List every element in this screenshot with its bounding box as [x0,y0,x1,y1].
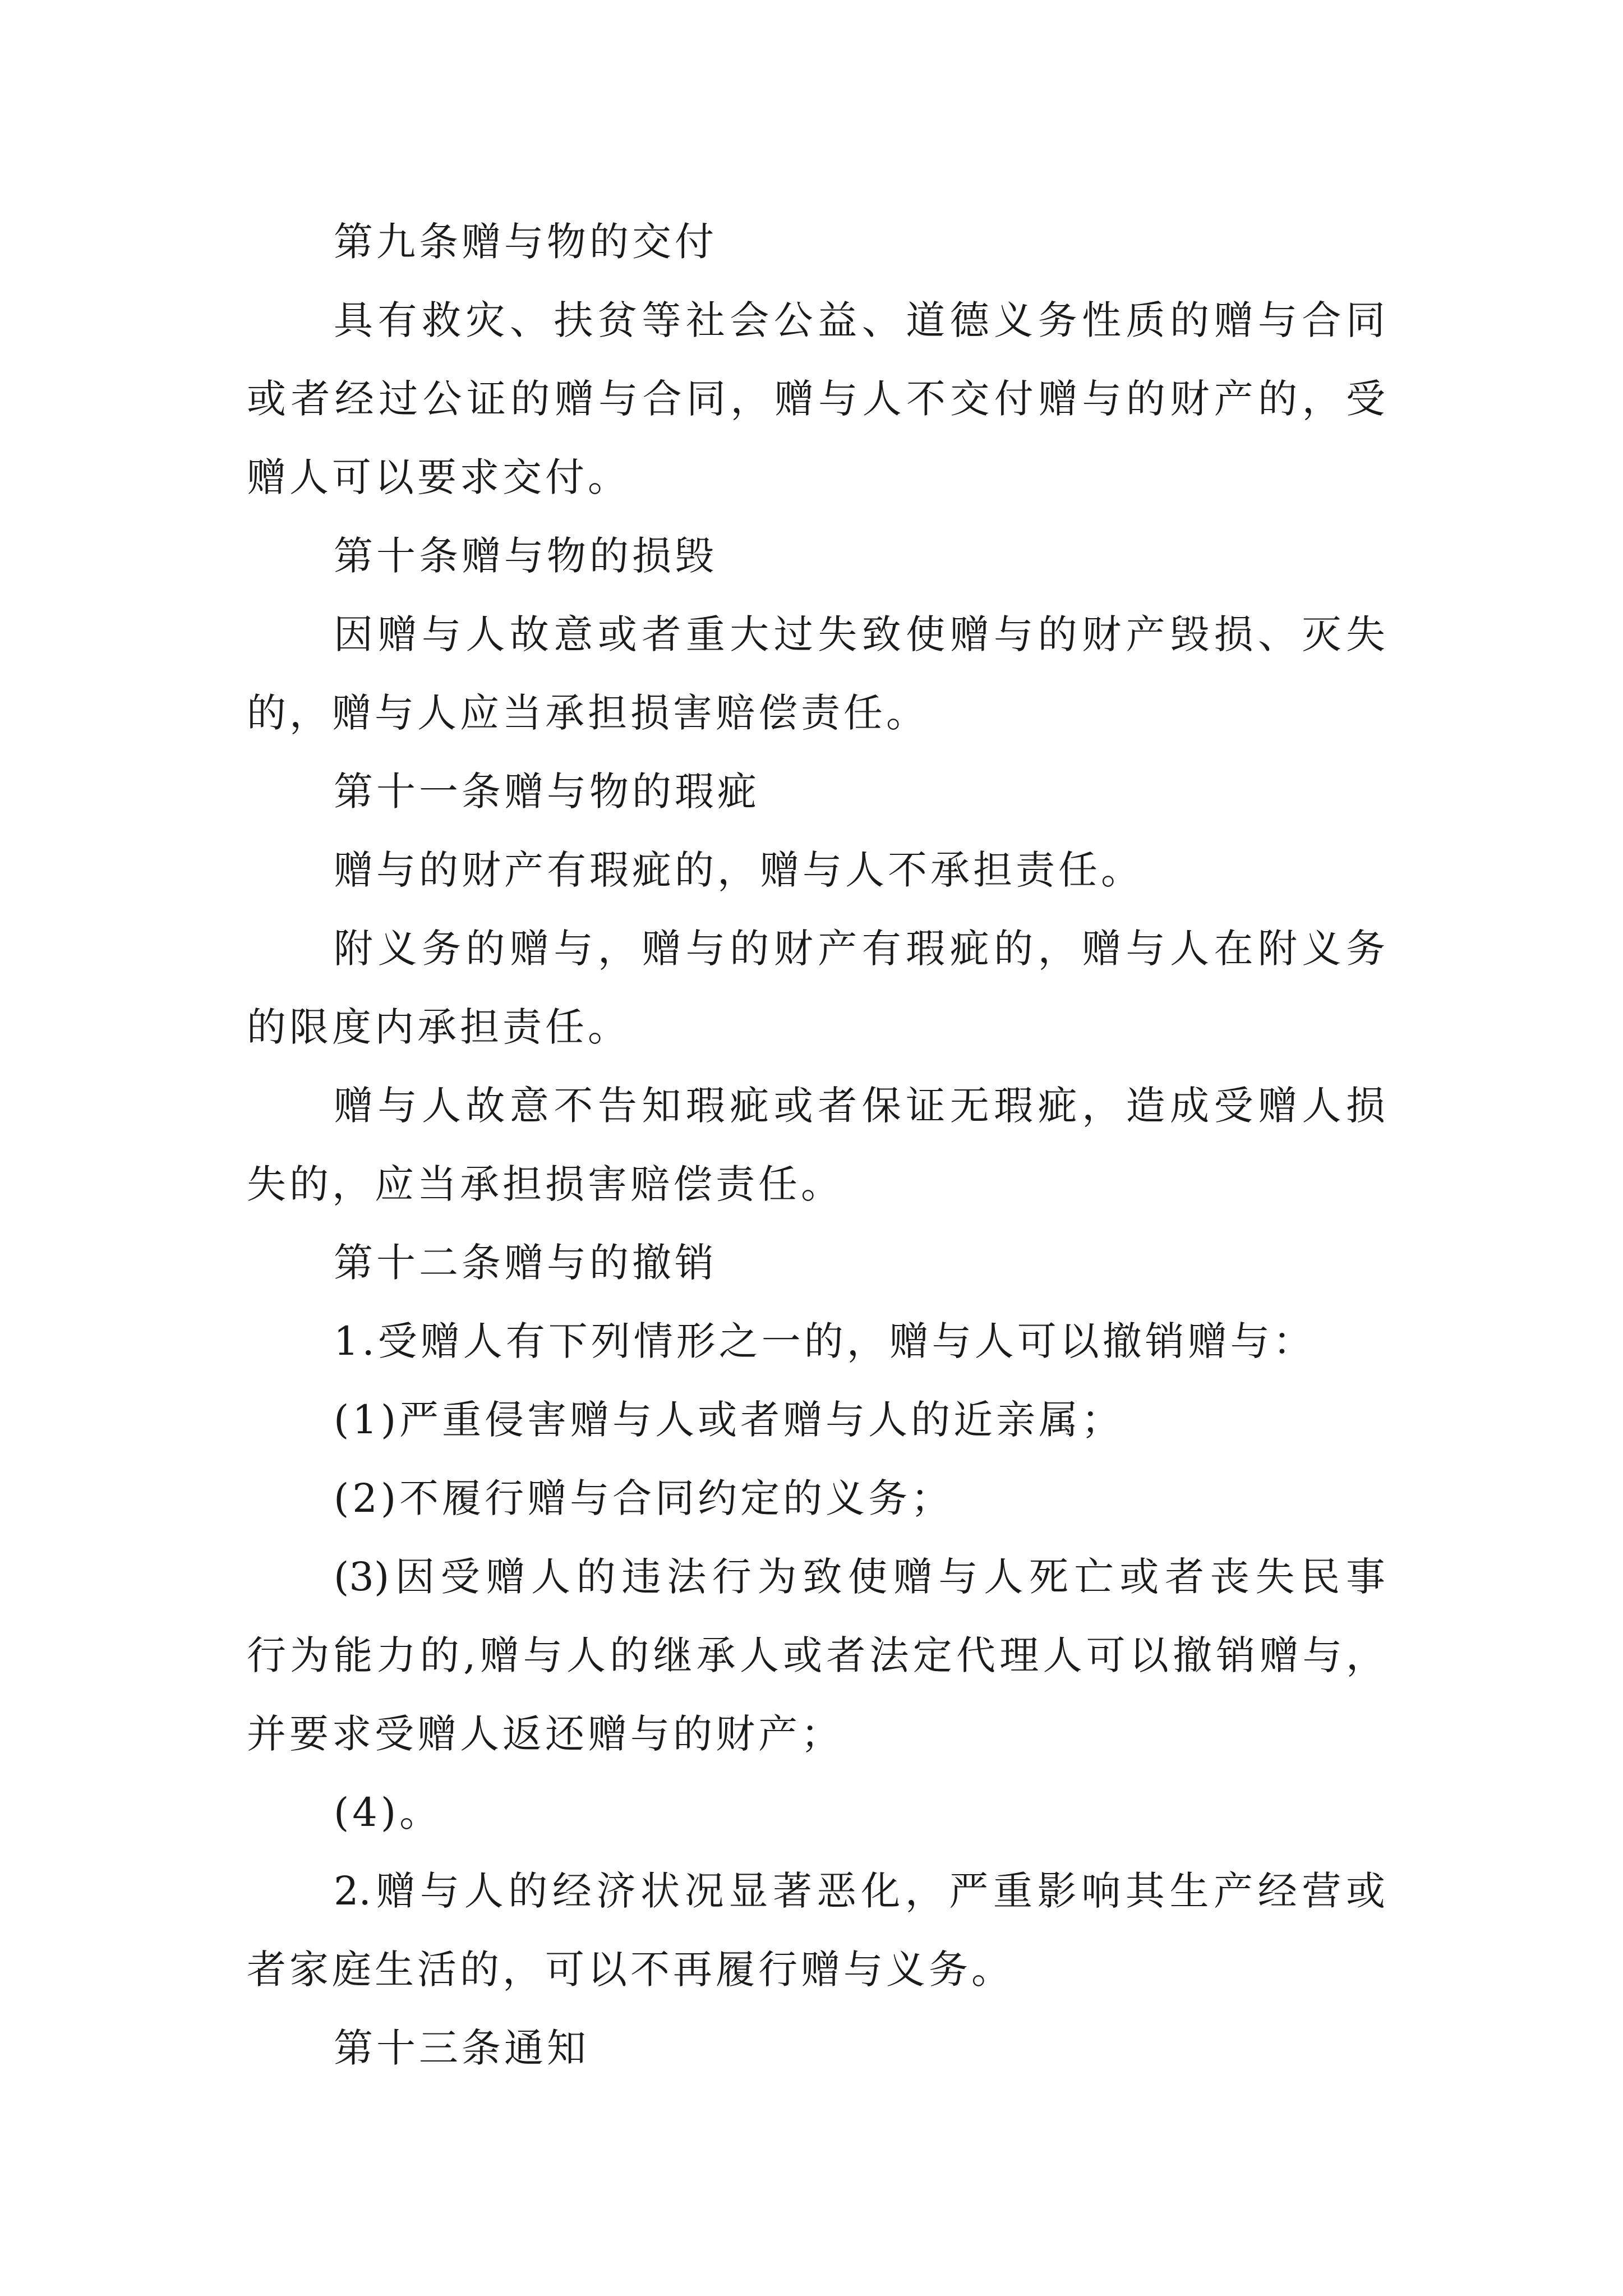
article-10-text-line-1: 因赠与人故意或者重大过失致使赠与的财产毁损、灭失 [334,611,1385,657]
article-12-item-3-line-2: 行为能力的,赠与人的继承人或者法定代理人可以撤销赠与， [247,1632,1385,1678]
article-11-paragraph-3-line-1: 赠与人故意不告知瑕疵或者保证无瑕疵，造成受赠人损 [334,1083,1385,1129]
article-12-clause-2-line-2: 者家庭生活的，可以不再履行赠与义务。 [247,1947,1014,1993]
article-10-text-line-2: 的，赠与人应当承担损害赔偿责任。 [247,690,929,736]
article-12-item-3-line-3: 并要求受赠人返还赠与的财产； [247,1711,843,1757]
article-12-heading: 第十二条赠与的撤销 [334,1240,717,1286]
article-12-item-1: (1)严重侵害赠与人或者赠与人的近亲属； [334,1397,1124,1443]
article-9-text-line-1: 具有救灾、扶贫等社会公益、道德义务性质的赠与合同 [334,297,1385,343]
article-9-text-line-3: 赠人可以要求交付。 [247,454,630,500]
article-11-paragraph-2-line-1: 附义务的赠与，赠与的财产有瑕疵的，赠与人在附义务 [334,926,1385,972]
article-12-clause-1: 1.受赠人有下列情形之一的，赠与人可以撤销赠与： [334,1318,1316,1364]
article-12-item-3-line-1: (3)因受赠人的违法行为致使赠与人死亡或者丧失民事 [334,1554,1385,1600]
article-10-heading: 第十条赠与物的损毁 [334,533,717,579]
article-11-paragraph-3-line-2: 失的，应当承担损害赔偿责任。 [247,1161,843,1207]
article-9-heading: 第九条赠与物的交付 [334,219,717,265]
article-12-item-4: (4)。 [334,1789,442,1835]
article-9-text-line-2: 或者经过公证的赠与合同，赠与人不交付赠与的财产的，受 [247,376,1385,422]
article-13-heading: 第十三条通知 [334,2025,589,2071]
article-12-clause-2-line-1: 2.赠与人的经济状况显著恶化，严重影响其生产经营或 [334,1868,1385,1914]
article-11-paragraph-2-line-2: 的限度内承担责任。 [247,1004,630,1050]
article-12-item-2: (2)不履行赠与合同约定的义务； [334,1475,954,1521]
article-11-paragraph-1: 赠与的财产有瑕疵的，赠与人不承担责任。 [334,847,1144,893]
article-11-heading: 第十一条赠与物的瑕疵 [334,769,760,815]
